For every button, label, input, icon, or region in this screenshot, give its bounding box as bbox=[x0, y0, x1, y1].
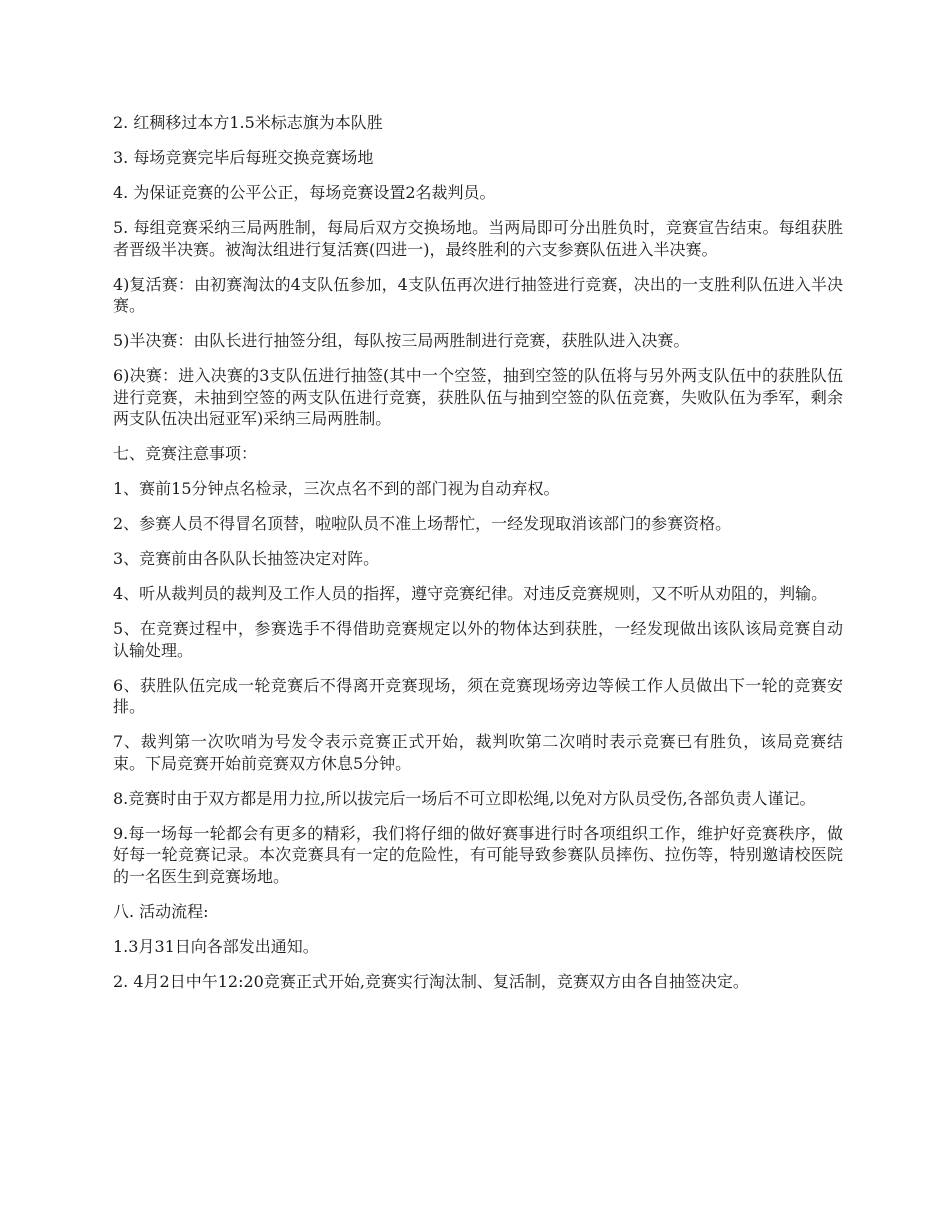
paragraph-rule-4: 4. 为保证竞赛的公平公正，每场竞赛设置2名裁判员。 bbox=[113, 183, 496, 202]
paragraph-rule-5: 5. 每组竞赛采纳三局两胜制，每局后双方交换场地。当两局即可分出胜负时，竞赛宣告结束。每组获胜者晋级半决赛。被淘汰组进行复活赛(四进一)，最终胜利的六支参赛队伍进入半决赛。 bbox=[113, 218, 843, 259]
paragraph-note-7: 7、裁判第一次吹哨为号发令表示竞赛正式开始，裁判吹第二次哨时表示竞赛已有胜负，该局竞赛结束。下局竞赛开始前竞赛双方休息5分钟。 bbox=[113, 732, 843, 773]
paragraph-note-5: 5、在竞赛过程中，参赛选手不得借助竞赛规定以外的物体达到获胜，一经发现做出该队该局竞赛自动认输处理。 bbox=[113, 619, 843, 660]
paragraph-rule-2: 2. 红稠移过本方1.5米标志旗为本队胜 bbox=[113, 113, 383, 132]
paragraph-flow-1: 1.3月31日向各部发出通知。 bbox=[113, 936, 319, 956]
paragraph-note-9: 9.每一场每一轮都会有更多的精彩，我们将仔细的做好赛事进行时各项组织工作，维护好竞赛秩序，做好每一轮竞赛记录。本次竞赛具有一定的危险性，有可能导致参赛队员摔伤、拉伤等，特别邀请校医院的一名医生到竞赛场地。 bbox=[113, 823, 843, 886]
section-heading-notes: 七、竞赛注意事项： bbox=[113, 444, 258, 463]
section-heading-flow: 八. 活动流程: bbox=[113, 901, 209, 921]
paragraph-flow-2: 2. 4月2日中午12:20竞赛正式开始,竞赛实行淘汰制、复活制，竞赛双方由各自抽签决定。 bbox=[113, 971, 749, 991]
paragraph-note-1: 1、赛前15分钟点名检录，三次点名不到的部门视为自动弃权。 bbox=[113, 479, 560, 498]
paragraph-semifinal: 5)半决赛：由队长进行抽签分组，每队按三局两胜制进行竞赛，获胜队进入决赛。 bbox=[113, 331, 690, 350]
paragraph-repechage: 4)复活赛：由初赛淘汰的4支队伍参加，4支队伍再次进行抽签进行竞赛，决出的一支胜利队伍进入半决赛。 bbox=[113, 274, 843, 315]
paragraph-note-6: 6、获胜队伍完成一轮竞赛后不得离开竞赛现场，须在竞赛现场旁边等候工作人员做出下一轮的竞赛安排。 bbox=[113, 675, 843, 716]
paragraph-final: 6)决赛：进入决赛的3支队伍进行抽签(其中一个空签，抽到空签的队伍将与另外两支队伍中的获胜队伍进行竞赛，未抽到空签的两支队伍进行竞赛，获胜队伍与抽到空签的队伍竞赛，失败队伍为季军，剩余两支队伍决出冠亚军)采纳三局两胜制。 bbox=[113, 366, 843, 428]
paragraph-note-3: 3、竞赛前由各队队长抽签决定对阵。 bbox=[113, 549, 380, 568]
paragraph-note-8: 8.竞赛时由于双方都是用力拉,所以拔完后一场后不可立即松绳,以免对方队员受伤,各部负责人谨记。 bbox=[113, 788, 816, 808]
paragraph-rule-3: 3. 每场竞赛完毕后每班交换竞赛场地 bbox=[113, 148, 374, 167]
document-body bbox=[113, 112, 843, 1006]
paragraph-note-4: 4、听从裁判员的裁判及工作人员的指挥，遵守竞赛纪律。对违反竞赛规则，又不听从劝阻的，判输。 bbox=[113, 584, 828, 603]
paragraph-note-2: 2、参赛人员不得冒名顶替，啦啦队员不准上场帮忙，一经发现取消该部门的参赛资格。 bbox=[113, 514, 732, 533]
